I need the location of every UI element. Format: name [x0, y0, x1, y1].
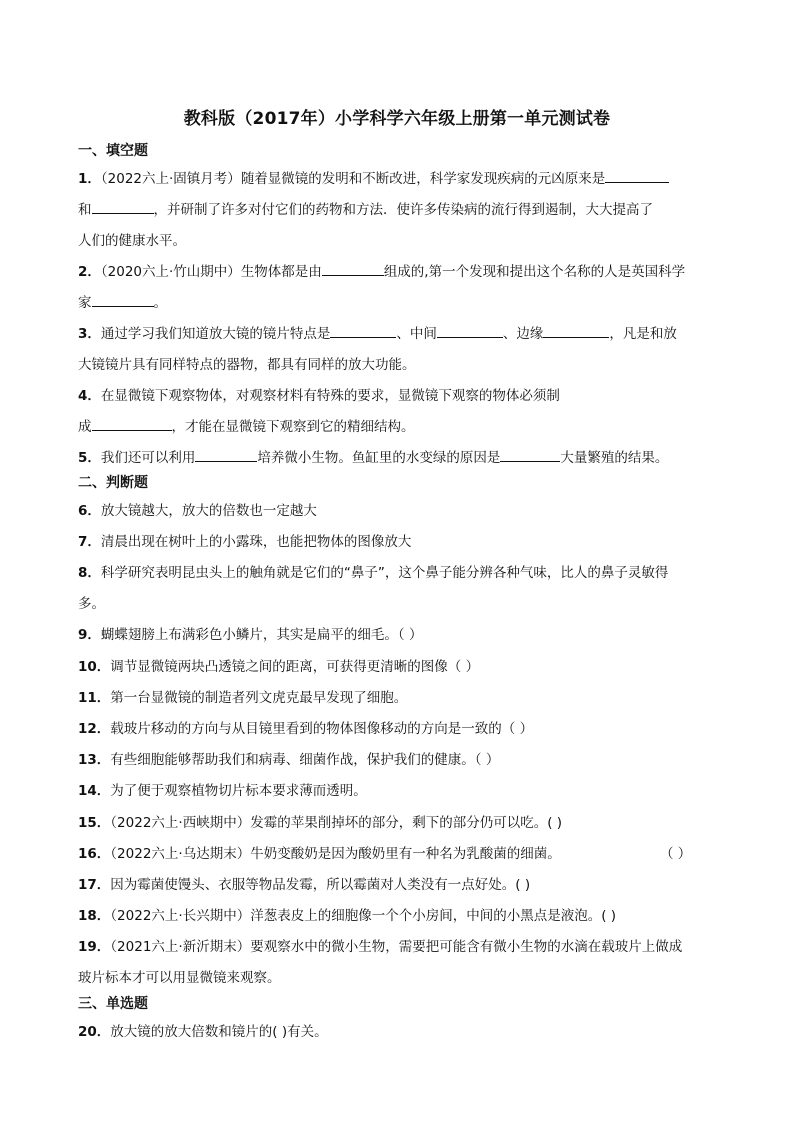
question-text: 为了便于观察植物切片标本要求薄而透明。 [110, 783, 367, 799]
question-2-line-2 [78, 291, 167, 311]
question-number: 4． [78, 388, 101, 404]
question-text: 有些细胞能够帮助我们和病毒、细菌作战，保护我们的健康。（ ） [110, 752, 500, 768]
question-text: 科学研究表明昆虫头上的触角就是它们的“鼻子”，这个鼻子能分辨各种气味，比人的鼻子灵敏得 [100, 565, 669, 581]
question-text: 随着显微镜的发明和不断改进，科学家发现疾病的元凶原来是 [240, 171, 606, 187]
page-title: 教科版（2017年）小学科学六年级上册第一单元测试卷 [183, 109, 611, 129]
question-number: 20． [78, 1024, 111, 1040]
question-text: 生物体都是由 [240, 264, 322, 280]
question-text: 玻片标本才可以用显微镜来观察。 [78, 970, 281, 986]
question-number: 8． [78, 565, 101, 581]
question-3-line-1 [78, 322, 677, 342]
question-text: ，才能在显微镜下观察到它的精细结构。 [171, 419, 415, 435]
question-number: 15． [78, 815, 111, 831]
question-1-line-3 [78, 229, 186, 249]
question-text: 载玻片移动的方向与从目镜里看到的物体图像移动的方向是一致的（ ） [110, 721, 534, 737]
question-number: 7． [78, 534, 101, 550]
question-text: 第一台显微镜的制造者列文虎克最早发现了细胞。 [110, 690, 408, 706]
question-number: 18． [78, 908, 111, 924]
question-text: 大镜镜片具有同样特点的器物，都具有同样的放大功能。 [78, 357, 416, 373]
question-8-line-1 [78, 561, 668, 581]
question-text: 蝴蝶翅膀上布满彩色小鳞片，其实是扁平的细毛。（ ） [100, 627, 423, 643]
question-source: （2022六上·西峡期中） [110, 815, 251, 831]
question-text: 人们的健康水平。 [78, 233, 186, 249]
question-text: ，并研制了许多对付它们的药物和方法．使许多传染病的流行得到遏制，大大提高了 [153, 202, 653, 218]
section-single-choice: 三、单选题 [78, 996, 148, 1012]
question-number: 12． [78, 721, 111, 737]
question-text: 洋葱表皮上的细胞像一个个小房间，中间的小黑点是液泡。( ) [250, 908, 617, 924]
question-4-line-1 [78, 384, 560, 404]
question-number: 9． [78, 627, 101, 643]
answer-blank[interactable] [330, 324, 396, 338]
question-number: 2． [78, 264, 101, 280]
question-text: 因为霉菌使馒头、衣服等物品发霉，所以霉菌对人类没有一点好处。( ) [110, 877, 531, 893]
answer-blank[interactable] [92, 200, 154, 214]
question-text: 大量繁殖的结果。 [560, 450, 669, 466]
question-source: （2022六上·乌达期末） [110, 846, 251, 862]
section-fill-in: 一、填空题 [78, 143, 148, 159]
question-source: （2020六上·竹山期中） [100, 264, 241, 280]
question-text: 通过学习我们知道放大镜的镜片特点是 [100, 326, 331, 342]
question-4-line-2 [78, 415, 415, 435]
question-text: 放大镜的放大倍数和镜片的( )有关。 [110, 1024, 328, 1040]
section-true-false: 二、判断题 [78, 475, 148, 491]
question-11 [78, 686, 407, 706]
question-text: 成 [78, 419, 92, 435]
question-text: 、边缘 [502, 326, 544, 342]
question-number: 19． [78, 939, 111, 955]
question-8-line-2 [78, 592, 105, 612]
question-text: 。 [153, 295, 167, 311]
question-3-line-2 [78, 353, 416, 373]
question-number: 3． [78, 326, 101, 342]
answer-blank[interactable] [322, 262, 384, 276]
question-text: 放大镜越大，放大的倍数也一定越大 [100, 503, 317, 519]
question-text: 牛奶变酸奶是因为酸奶里有一种名为乳酸菌的细菌。 [250, 846, 561, 862]
question-17 [78, 873, 530, 893]
question-text: 家 [78, 295, 92, 311]
question-text: 、中间 [396, 326, 437, 342]
question-number: 5． [78, 450, 101, 466]
question-6 [78, 499, 317, 519]
question-text: 在显微镜下观察物体，对观察材料有特殊的要求，显微镜下观察的物体必须制 [100, 388, 560, 404]
question-text: 调节显微镜两块凸透镜之间的距离，可获得更清晰的图像（ ） [110, 659, 480, 675]
question-10 [78, 655, 479, 675]
question-18 [78, 904, 616, 924]
question-text: ，凡是和放 [609, 326, 677, 342]
question-2-line-1 [78, 260, 685, 280]
question-number: 13． [78, 752, 111, 768]
question-9 [78, 623, 422, 643]
question-text: 我们还可以利用 [100, 450, 196, 466]
question-source: （2022六上·长兴期中） [110, 908, 251, 924]
question-number: 11． [78, 690, 111, 706]
question-1-line-1 [78, 167, 669, 187]
question-19-line-1 [78, 935, 682, 955]
question-text: 和 [78, 202, 92, 218]
question-text: 培养微小生物。鱼缸里的水变绿的原因是 [257, 450, 501, 466]
question-16-answer-bracket[interactable]: （ ） [660, 846, 692, 862]
question-13 [78, 748, 499, 768]
question-20 [78, 1020, 328, 1040]
question-19-line-2 [78, 966, 281, 986]
answer-blank[interactable] [437, 324, 503, 338]
answer-blank[interactable] [543, 324, 609, 338]
answer-blank[interactable] [92, 417, 172, 431]
question-text: 清晨出现在树叶上的小露珠，也能把物体的图像放大 [100, 534, 412, 550]
question-source: （2022六上·固镇月考） [100, 171, 241, 187]
question-12 [78, 717, 533, 737]
question-number: 10． [78, 659, 111, 675]
answer-blank[interactable] [500, 448, 560, 462]
question-number: 6． [78, 503, 101, 519]
question-number: 1． [78, 171, 101, 187]
question-7 [78, 530, 411, 550]
question-text: 多。 [78, 596, 105, 612]
question-text: 发霉的苹果削掉坏的部分，剩下的部分仍可以吃。( ) [250, 815, 563, 831]
question-text: 组成的,第一个发现和提出这个名称的人是英国科学 [383, 264, 686, 280]
answer-blank[interactable] [605, 169, 669, 183]
answer-blank[interactable] [92, 293, 154, 307]
question-14 [78, 779, 367, 799]
question-number: 14． [78, 783, 111, 799]
question-16 [78, 842, 561, 862]
question-source: （2021六上·新沂期末） [110, 939, 251, 955]
question-number: 17． [78, 877, 111, 893]
question-number: 16． [78, 846, 111, 862]
question-5-line-1 [78, 446, 668, 466]
answer-blank[interactable] [195, 448, 257, 462]
question-15 [78, 811, 562, 831]
question-1-line-2 [78, 198, 653, 218]
question-text: 要观察水中的微小生物，需要把可能含有微小生物的水滴在载玻片上做成 [250, 939, 683, 955]
